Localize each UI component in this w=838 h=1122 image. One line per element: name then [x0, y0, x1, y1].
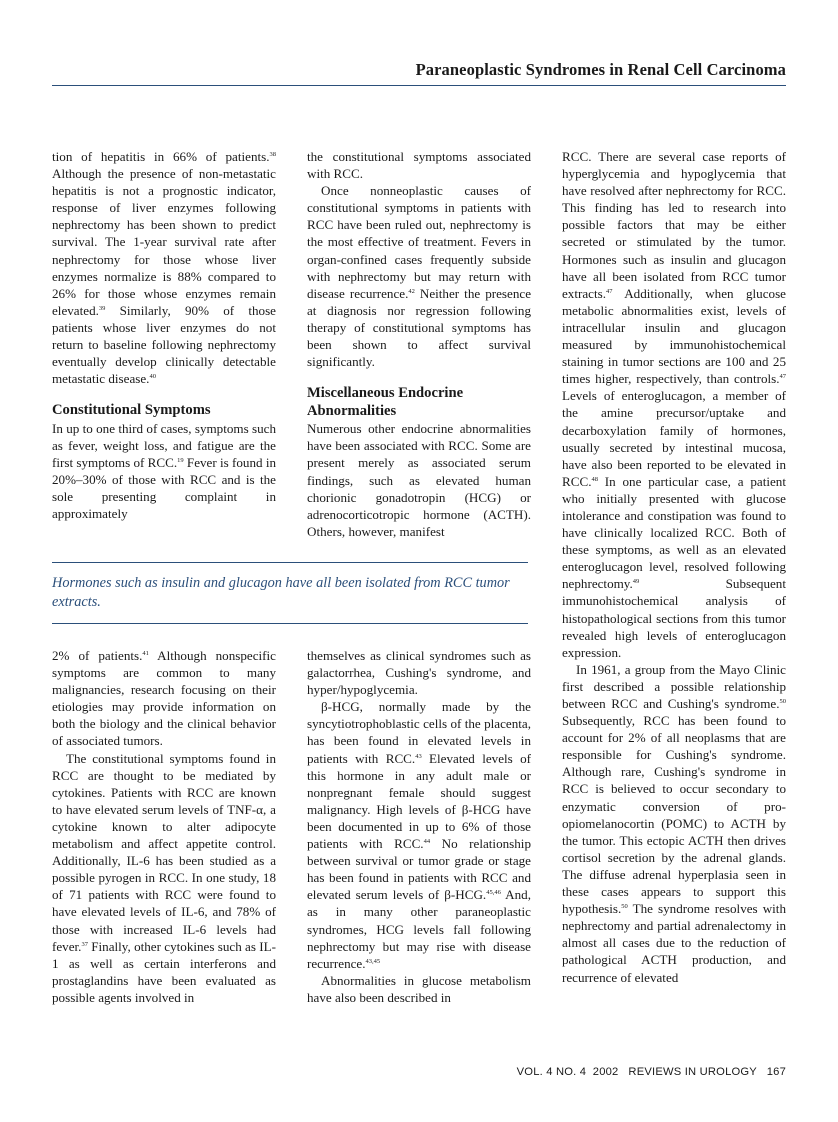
paragraph: In up to one third of cases, symptoms such as fever, weight loss, and fatigue are the first symptoms of RCC.$^{19}$ Fever is found in 20%–30% of those with RCC and is the sole presenting complaint in approximately — [52, 420, 277, 522]
paragraph: Abnormalities in glucose metabolism have also been described in — [307, 972, 531, 1005]
column-1-bottom — [52, 647, 276, 1006]
column-3 — [562, 148, 786, 986]
paragraph: RCC. There are several case reports of hyperglycemia and hypoglycemia that have resolved after nephrectomy for RCC. This finding has led to research into possible factors that may be either secreted or stimulated by the tumor. Hormones such as insulin and glucagon have all been isolated from RCC tumor extracts.$^{47}$ Additionally, when glucose metabolic abnormalities exist, levels of intracellular insulin and glucagon measured by immunohistochemical staining in tumor sections are 100 and 25 times higher, respectively, than controls.$^{47}$ Levels of enteroglucagon, a member of the amine precursor/uptake and decarboxylation family of hormones, usually secreted by intestinal mucosa, have also been reported to be elevated in RCC.$^{48}$ In one particular case, a patient who initially presented with glucose intolerance and constipation was found to have clinically localized RCC. Both of these symptoms, as well as an elevated enteroglucagon level, resolved following nephrectomy.$^{49}$ Subsequent immunohistochemical analysis of histopathological sections from this tumor revealed high levels of enteroglucagon expression. — [562, 149, 786, 660]
footer-page-number: 167 — [766, 1066, 786, 1078]
pull-quote-bottom-rule — [52, 623, 528, 624]
citation-ref: 40 — [149, 373, 156, 381]
paragraph: tion of hepatitis in 66% of patients.$^{38}$ Although the presence of non-metastatic hepatitis is not a prognostic indicator, response of liver enzymes following nephrectomy has been shown to predict survival. The 1-year survival rate after nephrectomy for those whose liver enzymes normalize is 88% compared to 26% for those whose enzymes remain elevated.$^{39}$ Similarly, 90% of those patients whose liver enzymes do not return to baseline following nephrectomy eventually develop clinically detectable metastatic disease.$^{40}$ — [52, 149, 276, 387]
citation-ref: 42 — [408, 287, 415, 295]
citation-ref: 48 — [591, 475, 598, 483]
citation-ref: 44 — [423, 838, 431, 846]
column-2-bottom — [307, 647, 531, 1006]
section-heading-constitutional-symptoms: Constitutional Symptoms — [52, 402, 211, 419]
citation-ref: 49 — [632, 578, 640, 586]
paragraph: The constitutional symptoms found in RCC are thought to be mediated by cytokines. Patients with RCC are known to have elevated serum levels of TNF-α, a cytokine known to alter adipocyte metabolism and affect appetite control. Additionally, IL-6 has been studied as a possible pyrogen in RCC. In one study, 18 of 71 patients with RCC were found to have elevated levels of IL-6, and 78% of those with increased IL-6 levels had fever.$^{37}$ Finally, other cytokines such as IL-1 as well as certain interferons and prostaglandins have been evaluated as possible agents involved in — [52, 750, 276, 1005]
pull-quote-top-rule — [52, 562, 528, 563]
citation-ref: 41 — [142, 650, 149, 657]
running-header-title: Paraneoplastic Syndromes in Renal Cell Carcinoma — [415, 60, 786, 79]
citation-ref: 38 — [269, 151, 276, 158]
paragraph: the constitutional symptoms associated with RCC. — [307, 149, 531, 182]
header-rule — [52, 85, 786, 86]
citation-ref: 37 — [81, 940, 88, 948]
paragraph: Once nonneoplastic causes of constitutional symptoms in patients with RCC have been ruled out, nephrectomy is the most effective of treatment. Fevers in organ-confined cases frequently subside with nephrectomy but may return with disease recurrence.$^{42}$ Neither the presence at diagnosis nor regression following therapy of constitutional symptoms has been shown to affect survival significantly. — [307, 183, 532, 370]
paragraph: themselves as clinical syndromes such as galactorrhea, Cushing's syndrome, and hyper/hypoglycemia. — [307, 648, 531, 698]
citation-ref: 43 — [415, 752, 422, 760]
page-footer — [517, 1066, 786, 1078]
pull-quote: Hormones such as insulin and glucagon have all been isolated from RCC tumor extracts. — [52, 575, 510, 611]
citation-ref: 50 — [621, 903, 628, 911]
citation-ref: 43,45 — [365, 957, 381, 965]
column-2-top — [307, 148, 531, 540]
citation-ref: 39 — [98, 304, 106, 312]
paragraph: Numerous other endocrine abnormalities have been associated with RCC. Some are present merely as associated serum findings, such as elevated human chorionic gonadotropin (HCG) or adrenocorticotropic hormone (ACTH). Others, however, manifest — [307, 421, 531, 539]
paragraph: 2% of patients.$^{41}$ Although nonspecific symptoms are common to many malignancies, research focusing on their etiologies may provide information on both the biology and the clinical behavior of associated tumors. — [52, 648, 276, 749]
citation-ref: 45,46 — [486, 889, 501, 897]
paragraph: In 1961, a group from the Mayo Clinic first described a possible relationship between RCC and Cushing's syndrome.$^{50}$ Subsequently, RCC has been found to account for 2% of all neoplasms that are responsible for Cushing's syndrome. Although rare, Cushing's syndrome in RCC is believed to occur secondary to enzymatic conversion of pro-opiomelanocortin (POMC) to ACTH by the tumor. This ectopic ACTH then drives cortisol secretion by the adrenal glands. The diffuse adrenal hyperplasia seen in these cases appears to support this hypothesis.$^{50}$ The syndrome resolves with nephrectomy and partial adrenalectomy in almost all cases due to the reduction of pathological ACTH production, and recurrence of elevated — [562, 661, 786, 985]
citation-ref: 19 — [177, 457, 184, 464]
column-1-top — [52, 148, 276, 522]
citation-ref: 47 — [779, 373, 786, 381]
citation-ref: 50 — [779, 698, 786, 705]
footer-journal: REVIEWS IN UROLOGY — [628, 1066, 757, 1078]
paragraph: β-HCG, normally made by the syncytiotrophoblastic cells of the placenta, has been found in elevated levels in patients with RCC.$^{43}$ Elevated levels of this hormone in any adult male or nonpregnant female should suggest malignancy. High levels of β-HCG have been documented in up to 6% of those patients with RCC.$^{44}$ No relationship between survival or tumor grade or stage has been found in patients with RCC and elevated serum levels of β-HCG.$^{45,46}$ And, as in many other paraneoplastic syndromes, HCG levels fall following nephrectomy but may rise with disease recurrence.$^{43,45}$ — [307, 699, 531, 971]
section-heading-misc-endocrine: Miscellaneous Endocrine Abnormalities — [307, 385, 464, 419]
footer-volume: VOL. 4 NO. 4 2002 — [516, 1066, 619, 1078]
citation-ref: 47 — [606, 287, 613, 295]
